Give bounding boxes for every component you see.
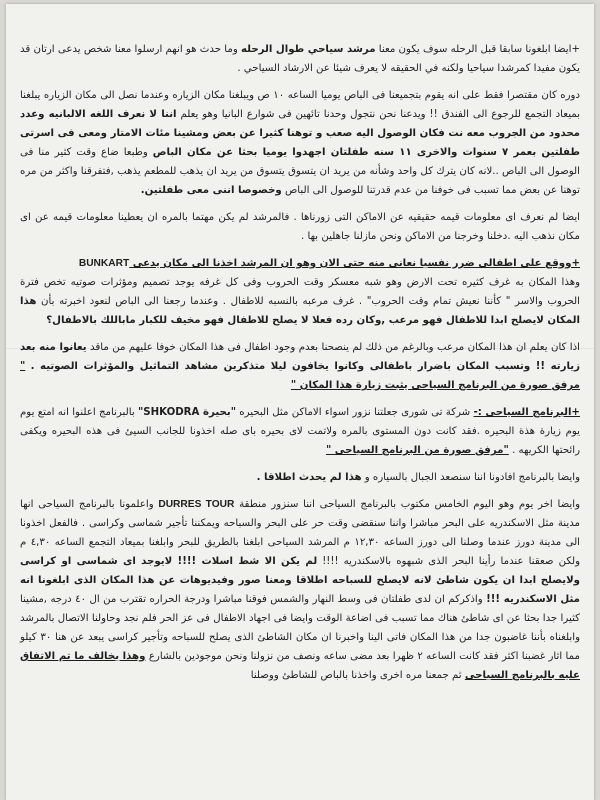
durres-rest-2: واذكركم ان لدى طفلتان فى وسط النهار والشمس فوقنا مباشرا ودرجة الحراره تقترب من ال ٤٠ درجه ,مشينا كثيرا جدا بحثا عن اى شاطئ هناك مما تسبب فى اضاعة الوقت وايضا فى اجهاد الاطفال فى عز الحر فلم نجد وحاولنا الاتصال بالمرشد وابلغناه بأننا غاضبون جدا من هذا المكان فاتى الينا واخبرنا ان مكان الشاطئ الذى يصلح للسباحه وتأجير كراسى يبعد عن هنا ٣٠ كيلو مما اثار غضبنا اكثر فقد كانت الساعه ٢ ظهرا بعد مضى ساعه ونصف من نزولنا ونحن موجودين بالشارع	[20, 594, 580, 662]
paragraph-guide	[20, 40, 580, 78]
mountains-bold: هذا لم يحدث اطلاقا .	[256, 472, 362, 483]
program-place: "بحيرة SHKODRA"	[137, 407, 237, 418]
program-title: +البرنامج السياحى :-	[473, 407, 580, 418]
durres-rest-3: ثم جمعنا مره اخرى واخذنا بالباص للشاطئ ووصلنا	[250, 670, 465, 681]
effects-bold: يعانوا منه بعد زيارته !! وتسبب المكان باضرار باطفالى وكانوا يخافون ليلا متذكرين مشاهد التماثيل والمؤثرات الصوتيه .	[20, 342, 580, 372]
role-bold-2: ومشينا مئات الامتار ومعى فى اسرتى طفلتين بعمر ٧ سنوات والاخرى ١١ سنه طفلتان اجهدوا يوميا بحثا عن مكان الباص	[20, 128, 580, 158]
durres-place: DURRES TOUR	[158, 499, 235, 510]
program-text: شركة تى شورى جعلتنا نزور اسواء الاماكن مثل البحيره	[236, 407, 474, 418]
mountains-text: وايضا بالبرنامج افادونا اننا سنصعد الجبال بالسياره و	[361, 472, 580, 483]
bunkart-place: BUNKART	[78, 258, 130, 269]
paragraph-bunkart	[20, 254, 580, 330]
paragraph-program	[20, 403, 580, 460]
role-bold-1: اننا لا نعرف اللغه الالبانيه وعدد محدود من الجروب معه نت فكان الوصول اليه صعب و توهنا كثيرا عن بعض	[20, 109, 580, 139]
bunkart-title: +ووقع على اطفالى ضرر نفسيا نعانى منه حتى الان وهو ان المرشد اخذنا الى مكان يدعى	[129, 258, 580, 269]
role-rest: وطبعا ضاع وقت كثير منا فى الوصول الى الباص ..لانه كان يترك كل واحد وشأنه من يريد ان يتسوق يتسوق من يريد ان يذهب للمطعم يذهب ,فتفرقنا واكثر من مره توهنا عن بعض مما تسبب فى خوفنا من عدم قدرتنا للوصول الى الباص	[20, 147, 580, 196]
guide-emphasis: مرشد سياحي طوال الرحله	[241, 44, 376, 55]
role-text: دوره كان مقتصرا فقط على انه يقوم بتجميعنا فى الباص يوميا الساعه ١٠ ص ويبلغنا مكان الزياره وعندما نصل الى مكان الزياره يبلغنا بميعاد التجمع للرجوع الى الفندق !! ويدعنا نحن نتجول وحدنا تائهين فى شوارع البانيا وهو يعلم	[20, 90, 580, 120]
paragraph-guide-role	[20, 86, 580, 200]
durres-text: وايضا اخر يوم وهو اليوم الخامس مكتوب بالبرنامج السياحى اننا سنزور منطقة	[234, 499, 580, 510]
paragraph-bunkart-effects	[20, 338, 580, 395]
durres-bold-1: لم يكن الا شط اسلات !!!! لايوجد اى شماسى او كراسى ولايصلح ابدا ان يكون شاطئ لانه لايصلح للسباحه اطلاقا	[20, 556, 581, 586]
bunkart-body: وهذا المكان به غرف كثيره تحت الارض وهو شبه معسكر وقت الحروب وفى كل غرفه يوجد تصميم ومؤثرات صوتيه تخص فترة الحروب والاسر " كأننا نعيش تمام وقت الحروب" . غرف مرعبه بالنسبه للاطفال . وعندما رجعنا الى الباص لنعود اخبرته بأن	[20, 277, 580, 307]
document-body	[20, 40, 580, 800]
effects-attachment: " مرفق صورة من البرنامج السياحى يثبت زيارة هذا المكان "	[20, 361, 580, 391]
durres-bold-2: ومعنا صور وفيديوهات عن هذا المكان الذى ابلغونا انه مثل الاسكندريه !!!	[20, 575, 580, 605]
bunkart-bold: هذا المكان لايصلح ابدا للاطفال فهو مرعب ,وكان رده فعلا لا يصلح للاطفال فهو مخيف للكبار ماباللك بالاطفال؟	[20, 296, 580, 326]
role-bold-3: وخصوصا اننى معى طفلتين.	[140, 185, 282, 196]
program-rest: بالبرنامج اعلنوا انه امتع يوم يوم زيارة هذة البحيره .فقد كانت دون المستوى بالمره ولاتمت لاى بحيره باى صله اخذونا للجانب السيئ فى هذه البحيره ويكفى رائحتها الكريهه .	[20, 407, 580, 456]
durres-rest: واعلمونا بالبرنامج السياحى انها مدينة مثل الاسكندريه على البحر مباشرا واننا سنقضى وقت حر على البحر والسباحه ويمكننا تأجير شماسى وكراسى . فالفعل اخذونا الى مدينة دورز عندما وصلنا الى دورز الساعه ١٢,٣٠ م المرشد السياحى ابلغنا بالطريق للبحر وابلغنا بميعاد التجمع الساعه ٤,٣٠ م ولكن صعقنا عندما رأينا البحر الذى شبهوه بالاسكندريه !!!!	[20, 499, 581, 567]
durres-bold-3: وهذا يخالف ما تم الاتفاق عليه بالبرنامج السياحى	[20, 651, 580, 681]
paragraph-mountains	[20, 468, 580, 487]
paragraph-durres	[20, 495, 580, 685]
document-page	[6, 4, 594, 800]
program-attachment: "مرفق صورة من البرنامج السياحى "	[325, 445, 509, 456]
paragraph-information	[20, 208, 580, 246]
effects-text: اذا كان يعلم ان هذا المكان مرعب وبالرغم من ذلك لم ينصحنا بعدم وجود اطفال فى هذا المكان خوفا عليهم من ماقد	[86, 342, 580, 353]
guide-intro: +ايضا ابلغونا سابقا قبل الرحله سوف يكون معنا	[375, 44, 580, 55]
information-text: ايضا لم نعرف اى معلومات قيمه حقيقيه عن الاماكن التى زورناها . فالمرشد لم يكن مهتما بالمره ان يعطينا معلومات قيمه عن اى مكان نذهب اليه .دخلنا وخرجنا من الاماكن ونحن مازلنا جاهلين بها .	[20, 212, 580, 242]
guide-rest: وما حدث هو انهم ارسلوا معنا شخص يدعى ارتان قد يكون مفيدا كمرشدا سياحيا ولكنه في الحقيقه لا يعرف شيئا عن الارشاد السياحي .	[20, 44, 580, 74]
